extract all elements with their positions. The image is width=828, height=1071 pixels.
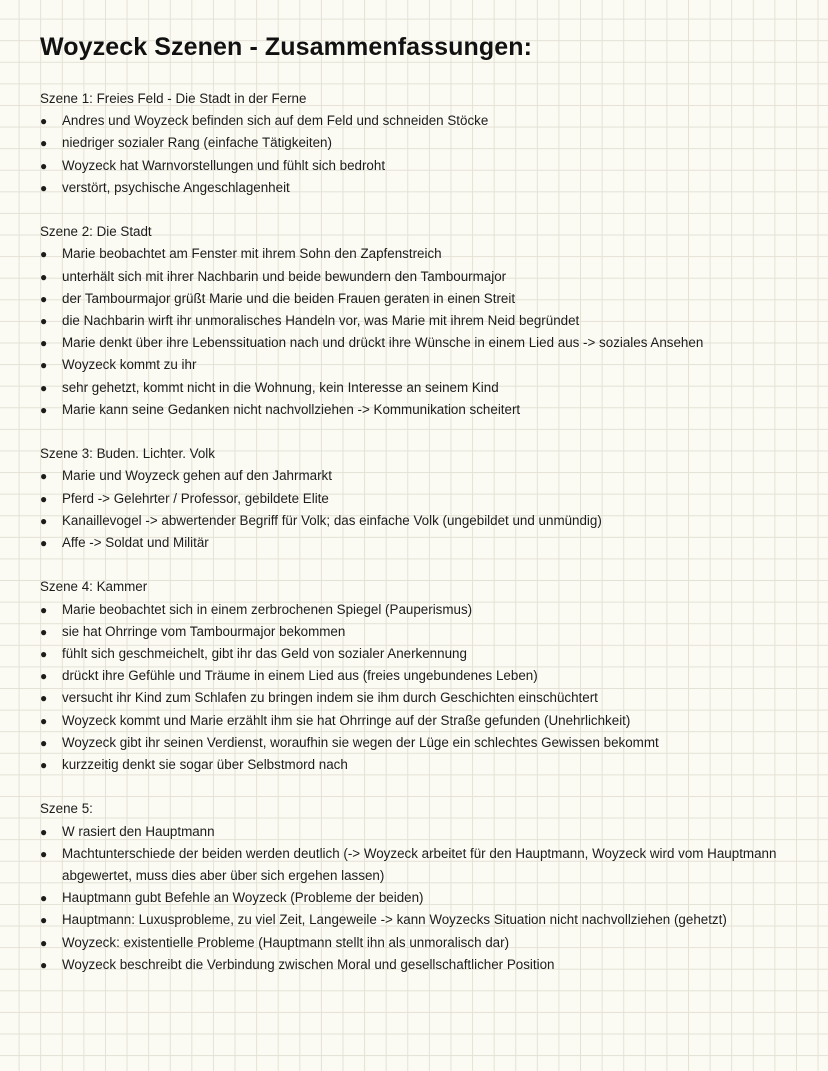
scene-title: Szene 2: Die Stadt: [40, 224, 152, 240]
list-item: ● kurzzeitig denkt sie sogar über Selbstmord nach: [40, 754, 810, 776]
bullet-icon: ●: [40, 314, 48, 329]
list-item: ● Kanaillevogel -> abwertender Begriff für Volk; das einfache Volk (ungebildet und unmündig): [40, 510, 810, 532]
bullet-icon: ●: [40, 269, 48, 284]
scene-title: Szene 4: Kammer: [40, 579, 148, 595]
list-item: ● Marie kann seine Gedanken nicht nachvollziehen -> Kommunikation scheitert: [40, 399, 810, 421]
bullet-list: [40, 599, 810, 777]
list-item: ● Marie denkt über ihre Lebenssituation nach und drückt ihre Wünsche in einem Lied aus -> soziales Ansehen: [40, 332, 810, 354]
list-item: ● fühlt sich geschmeichelt, gibt ihr das Geld von sozialer Anerkennung: [40, 643, 810, 665]
bullet-icon: ●: [40, 735, 48, 750]
list-item: ● versucht ihr Kind zum Schlafen zu bringen indem sie ihm durch Geschichten einschüchtert: [40, 687, 810, 709]
list-item: ● unterhält sich mit ihrer Nachbarin und beide bewundern den Tambourmajor: [40, 266, 810, 288]
bullet-icon: ●: [40, 114, 48, 129]
list-item: ● Hauptmann: Luxusprobleme, zu viel Zeit, Langeweile -> kann Woyzecks Situation nicht nachvollziehen (gehetzt): [40, 909, 810, 931]
scene-title: Szene 5:: [40, 801, 93, 817]
scene-list: [40, 88, 810, 998]
list-item: ● sehr gehetzt, kommt nicht in die Wohnung, kein Interesse an seinem Kind: [40, 377, 810, 399]
bullet-icon: ●: [40, 624, 48, 639]
list-item: ● Woyzeck: existentielle Probleme (Hauptmann stellt ihn als unmoralisch dar): [40, 932, 810, 954]
list-item: ● Woyzeck beschreibt die Verbindung zwischen Moral und gesellschaftlicher Position: [40, 954, 810, 976]
bullet-icon: ●: [40, 758, 48, 773]
bullet-icon: ●: [40, 380, 48, 395]
bullet-icon: ●: [40, 158, 48, 173]
scene-2: [40, 221, 810, 421]
bullet-icon: ●: [40, 669, 48, 684]
bullet-icon: ●: [40, 691, 48, 706]
bullet-icon: ●: [40, 469, 48, 484]
bullet-list: [40, 821, 810, 976]
bullet-icon: ●: [40, 647, 48, 662]
list-item: ● niedriger sozialer Rang (einfache Tätigkeiten): [40, 132, 810, 154]
bullet-icon: ●: [40, 536, 48, 551]
bullet-icon: ●: [40, 824, 48, 839]
list-item: ● Woyzeck gibt ihr seinen Verdienst, woraufhin sie wegen der Lüge ein schlechtes Gewissen bekommt: [40, 732, 810, 754]
page-title: Woyzeck Szenen - Zusammenfassungen:: [40, 33, 533, 61]
list-item: ● Andres und Woyzeck befinden sich auf dem Feld und schneiden Stöcke: [40, 110, 810, 132]
list-item: ● Woyzeck hat Warnvorstellungen und fühlt sich bedroht: [40, 155, 810, 177]
list-item: ● Marie beobachtet sich in einem zerbrochenen Spiegel (Pauperismus): [40, 599, 810, 621]
list-item: ● verstört, psychische Angeschlagenheit: [40, 177, 810, 199]
bullet-icon: ●: [40, 957, 48, 972]
list-item: ● Machtunterschiede der beiden werden deutlich (-> Woyzeck arbeitet für den Hauptmann, Woyzeck wird vom Hauptmann abgewertet, muss dies aber über sich ergehen lassen): [40, 843, 810, 887]
bullet-list: [40, 243, 810, 421]
list-item: ● sie hat Ohrringe vom Tambourmajor bekommen: [40, 621, 810, 643]
bullet-icon: ●: [40, 913, 48, 928]
bullet-icon: ●: [40, 336, 48, 351]
scene-1: [40, 88, 810, 199]
list-item: ● Affe -> Soldat und Militär: [40, 532, 810, 554]
bullet-icon: ●: [40, 291, 48, 306]
bullet-icon: ●: [40, 491, 48, 506]
scene-title: Szene 1: Freies Feld - Die Stadt in der Ferne: [40, 91, 307, 106]
list-item: ● die Nachbarin wirft ihr unmoralisches Handeln vor, was Marie mit ihrem Neid begründet: [40, 310, 810, 332]
bullet-icon: ●: [40, 358, 48, 373]
bullet-list: [40, 465, 810, 554]
bullet-icon: ●: [40, 247, 48, 262]
bullet-list: [40, 110, 810, 199]
list-item: ● Hauptmann gubt Befehle an Woyzeck (Probleme der beiden): [40, 887, 810, 909]
bullet-icon: ●: [40, 402, 48, 417]
list-item: ● Woyzeck kommt und Marie erzählt ihm sie hat Ohrringe auf der Straße gefunden (Unehrlichkeit): [40, 710, 810, 732]
scene-3: [40, 443, 810, 554]
list-item: ● Marie und Woyzeck gehen auf den Jahrmarkt: [40, 465, 810, 487]
list-item: ● Pferd -> Gelehrter / Professor, gebildete Elite: [40, 488, 810, 510]
bullet-icon: ●: [40, 891, 48, 906]
bullet-icon: ●: [40, 713, 48, 728]
list-item: ● Marie beobachtet am Fenster mit ihrem Sohn den Zapfenstreich: [40, 243, 810, 265]
bullet-icon: ●: [40, 136, 48, 151]
list-item: ● der Tambourmajor grüßt Marie und die beiden Frauen geraten in einen Streit: [40, 288, 810, 310]
list-item: ● W rasiert den Hauptmann: [40, 821, 810, 843]
bullet-icon: ●: [40, 602, 48, 617]
bullet-icon: ●: [40, 513, 48, 528]
bullet-icon: ●: [40, 180, 48, 195]
bullet-icon: ●: [40, 846, 48, 861]
list-item: ● Woyzeck kommt zu ihr: [40, 354, 810, 376]
bullet-icon: ●: [40, 935, 48, 950]
scene-4: [40, 576, 810, 776]
list-item: ● drückt ihre Gefühle und Träume in einem Lied aus (freies ungebundenes Leben): [40, 665, 810, 687]
scene-5: [40, 798, 810, 976]
scene-title: Szene 3: Buden. Lichter. Volk: [40, 446, 215, 462]
